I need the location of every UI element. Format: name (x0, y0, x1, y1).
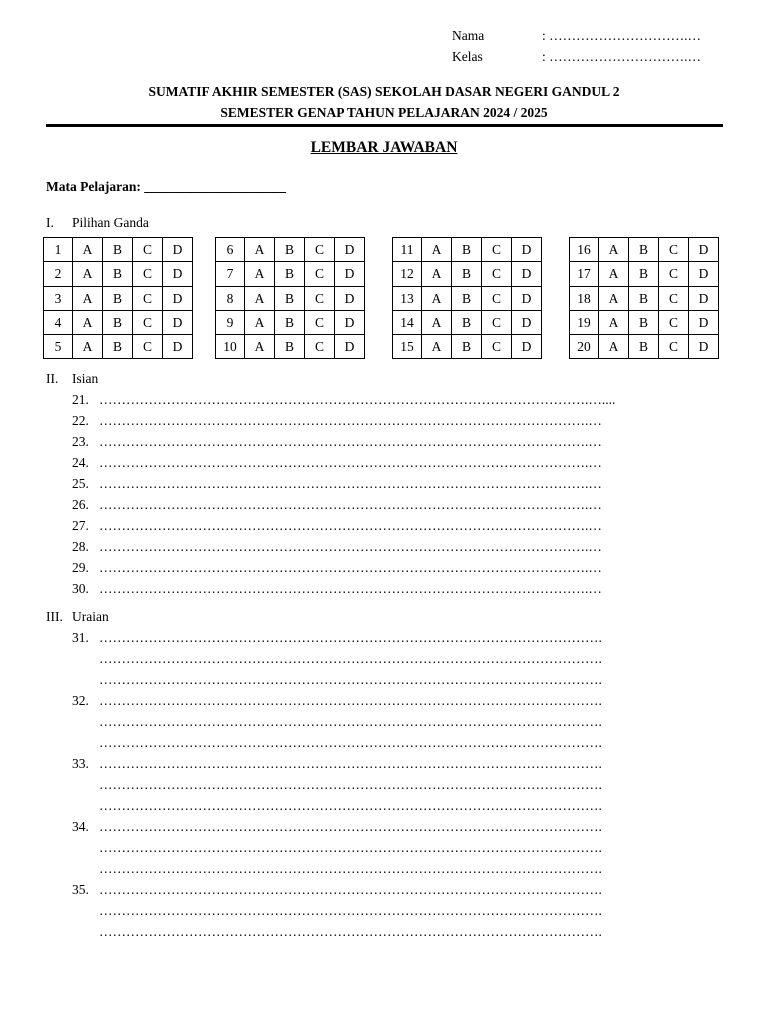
section2-roman: II. (46, 371, 59, 386)
uraian-answer-line[interactable]: …………………………………………………………………………………………………. (99, 903, 602, 918)
answer-option-c[interactable]: C (133, 310, 163, 334)
answer-option-a[interactable]: A (73, 262, 103, 286)
uraian-answer-line[interactable]: …………………………………………………………………………………………………. (99, 651, 602, 666)
answer-grid-4 (569, 237, 719, 359)
answer-option-a[interactable]: A (422, 335, 452, 359)
answer-option-a[interactable]: A (422, 262, 452, 286)
answer-option-c[interactable]: C (482, 262, 512, 286)
answer-grid-1 (43, 237, 193, 359)
answer-row (393, 286, 542, 310)
answer-option-b[interactable]: B (275, 310, 305, 334)
isian-answer-line[interactable]: ……………………………………………………………………………………………….… (99, 476, 602, 491)
answer-row (216, 262, 365, 286)
uraian-answer-line[interactable]: …………………………………………………………………………………………………. (99, 672, 602, 687)
answer-option-c[interactable]: C (482, 335, 512, 359)
uraian-answer-line[interactable]: …………………………………………………………………………………………………. (99, 756, 602, 771)
isian-number: 29. (72, 560, 89, 575)
answer-option-d[interactable]: D (689, 286, 719, 310)
answer-row (44, 262, 193, 286)
answer-option-c[interactable]: C (305, 310, 335, 334)
isian-number: 27. (72, 518, 89, 533)
section1-title: Pilihan Ganda (72, 215, 149, 230)
isian-answer-line[interactable]: ……………………………………………………………………………………………….… (99, 413, 602, 428)
uraian-answer-line[interactable]: …………………………………………………………………………………………………. (99, 693, 602, 708)
isian-answer-line[interactable]: ……………………………………………………………………………………………….… (99, 518, 602, 533)
question-number: 13 (393, 286, 422, 310)
header-divider (46, 124, 723, 127)
uraian-answer-line[interactable]: …………………………………………………………………………………………………. (99, 777, 602, 792)
answer-option-c[interactable]: C (133, 286, 163, 310)
answer-option-b[interactable]: B (103, 286, 133, 310)
answer-option-b[interactable]: B (452, 262, 482, 286)
answer-row (44, 238, 193, 262)
isian-number: 26. (72, 497, 89, 512)
isian-answer-line[interactable]: ……………………………………………………………………………………………….… (99, 539, 602, 554)
answer-option-c[interactable]: C (659, 286, 689, 310)
question-number: 4 (44, 310, 73, 334)
answer-row (570, 335, 719, 359)
isian-number: 21. (72, 392, 89, 407)
answer-option-c[interactable]: C (305, 238, 335, 262)
kelas-label: Kelas (452, 49, 483, 64)
answer-row (393, 238, 542, 262)
answer-option-b[interactable]: B (452, 335, 482, 359)
answer-option-a[interactable]: A (422, 238, 452, 262)
answer-option-c[interactable]: C (305, 262, 335, 286)
answer-option-d[interactable]: D (689, 310, 719, 334)
question-number: 15 (393, 335, 422, 359)
answer-option-d[interactable]: D (689, 262, 719, 286)
isian-answer-line[interactable]: ……………………………………………………………………………………………….… (99, 560, 602, 575)
answer-option-a[interactable]: A (599, 310, 629, 334)
uraian-number: 35. (72, 882, 89, 897)
isian-answer-line[interactable]: ……………………………………………………………………………………………….… (99, 455, 602, 470)
answer-option-a[interactable]: A (599, 238, 629, 262)
answer-option-a[interactable]: A (245, 262, 275, 286)
answer-option-c[interactable]: C (305, 286, 335, 310)
answer-option-d[interactable]: D (512, 286, 542, 310)
answer-option-b[interactable]: B (452, 286, 482, 310)
answer-option-c[interactable]: C (659, 238, 689, 262)
answer-option-b[interactable]: B (275, 262, 305, 286)
answer-option-c[interactable]: C (305, 335, 335, 359)
uraian-answer-line[interactable]: …………………………………………………………………………………………………. (99, 840, 602, 855)
nama-label: Nama (452, 28, 485, 43)
answer-option-a[interactable]: A (245, 238, 275, 262)
question-number: 20 (570, 335, 599, 359)
section3-title: Uraian (72, 609, 109, 624)
answer-option-d[interactable]: D (335, 335, 365, 359)
answer-option-d[interactable]: D (512, 310, 542, 334)
answer-option-a[interactable]: A (73, 238, 103, 262)
answer-option-b[interactable]: B (629, 310, 659, 334)
question-number: 10 (216, 335, 245, 359)
question-number: 7 (216, 262, 245, 286)
section2-title: Isian (72, 371, 99, 386)
answer-option-b[interactable]: B (275, 286, 305, 310)
answer-option-d[interactable]: D (335, 286, 365, 310)
answer-option-c[interactable]: C (133, 238, 163, 262)
question-number: 6 (216, 238, 245, 262)
isian-answer-line[interactable]: ……………………………………………………………………………………………….… (99, 497, 602, 512)
isian-number: 25. (72, 476, 89, 491)
answer-option-a[interactable]: A (245, 310, 275, 334)
question-number: 18 (570, 286, 599, 310)
answer-option-b[interactable]: B (452, 238, 482, 262)
question-number: 1 (44, 238, 73, 262)
answer-option-d[interactable]: D (163, 262, 193, 286)
answer-option-c[interactable]: C (659, 262, 689, 286)
answer-option-c[interactable]: C (482, 310, 512, 334)
question-number: 19 (570, 310, 599, 334)
answer-option-d[interactable]: D (335, 238, 365, 262)
answer-option-d[interactable]: D (512, 238, 542, 262)
answer-row (216, 335, 365, 359)
answer-row (44, 310, 193, 334)
answer-option-d[interactable]: D (335, 310, 365, 334)
uraian-answer-line[interactable]: …………………………………………………………………………………………………. (99, 924, 602, 939)
section3-roman: III. (46, 609, 63, 624)
uraian-answer-line[interactable]: …………………………………………………………………………………………………. (99, 630, 602, 645)
answer-option-d[interactable]: D (689, 335, 719, 359)
uraian-answer-line[interactable]: …………………………………………………………………………………………………. (99, 861, 602, 876)
answer-row (570, 262, 719, 286)
answer-option-d[interactable]: D (163, 286, 193, 310)
answer-option-a[interactable]: A (245, 335, 275, 359)
uraian-answer-line[interactable]: …………………………………………………………………………………………………. (99, 882, 602, 897)
answer-row (216, 286, 365, 310)
answer-option-d[interactable]: D (689, 238, 719, 262)
answer-option-b[interactable]: B (629, 335, 659, 359)
uraian-answer-line[interactable]: …………………………………………………………………………………………………. (99, 819, 602, 834)
question-number: 17 (570, 262, 599, 286)
answer-row (393, 310, 542, 334)
answer-row (393, 335, 542, 359)
answer-option-c[interactable]: C (659, 335, 689, 359)
answer-option-b[interactable]: B (103, 310, 133, 334)
uraian-answer-line[interactable]: …………………………………………………………………………………………………. (99, 714, 602, 729)
answer-option-d[interactable]: D (163, 335, 193, 359)
kelas-field[interactable]: : ………………………….… (542, 49, 702, 64)
question-number: 12 (393, 262, 422, 286)
answer-option-c[interactable]: C (482, 286, 512, 310)
uraian-number: 33. (72, 756, 89, 771)
answer-row (393, 262, 542, 286)
answer-option-a[interactable]: A (599, 262, 629, 286)
nama-field[interactable]: : ………………………….… (542, 28, 702, 43)
answer-row (216, 238, 365, 262)
answer-option-b[interactable]: B (629, 238, 659, 262)
exam-title-line2: SEMESTER GENAP TAHUN PELAJARAN 2024 / 2025 (220, 105, 548, 120)
answer-option-c[interactable]: C (659, 310, 689, 334)
question-number: 8 (216, 286, 245, 310)
isian-number: 23. (72, 434, 89, 449)
isian-number: 24. (72, 455, 89, 470)
page-title: LEMBAR JAWABAN (310, 139, 458, 156)
answer-option-a[interactable]: A (599, 286, 629, 310)
answer-row (570, 310, 719, 334)
question-number: 2 (44, 262, 73, 286)
answer-option-d[interactable]: D (335, 262, 365, 286)
answer-option-b[interactable]: B (275, 238, 305, 262)
question-number: 16 (570, 238, 599, 262)
answer-row (570, 286, 719, 310)
isian-answer-line[interactable]: ……………………………………………………………………………………………….… (99, 434, 602, 449)
isian-number: 30. (72, 581, 89, 596)
answer-option-c[interactable]: C (482, 238, 512, 262)
isian-answer-line[interactable]: ……………………………………………………………………………………………….….... (99, 392, 616, 407)
isian-number: 28. (72, 539, 89, 554)
answer-option-a[interactable]: A (422, 286, 452, 310)
answer-option-a[interactable]: A (599, 335, 629, 359)
answer-option-b[interactable]: B (103, 238, 133, 262)
answer-option-b[interactable]: B (629, 262, 659, 286)
answer-option-d[interactable]: D (512, 335, 542, 359)
answer-option-b[interactable]: B (275, 335, 305, 359)
answer-option-b[interactable]: B (103, 262, 133, 286)
question-number: 11 (393, 238, 422, 262)
uraian-number: 31. (72, 630, 89, 645)
answer-option-b[interactable]: B (629, 286, 659, 310)
answer-option-d[interactable]: D (512, 262, 542, 286)
answer-row (44, 335, 193, 359)
uraian-number: 34. (72, 819, 89, 834)
isian-number: 22. (72, 413, 89, 428)
answer-option-a[interactable]: A (245, 286, 275, 310)
uraian-number: 32. (72, 693, 89, 708)
answer-option-a[interactable]: A (73, 286, 103, 310)
answer-row (44, 286, 193, 310)
answer-grid-3 (392, 237, 542, 359)
question-number: 3 (44, 286, 73, 310)
answer-option-a[interactable]: A (73, 310, 103, 334)
question-number: 14 (393, 310, 422, 334)
exam-title-line1: SUMATIF AKHIR SEMESTER (SAS) SEKOLAH DASAR NEGERI GANDUL 2 (148, 84, 620, 99)
answer-option-c[interactable]: C (133, 335, 163, 359)
answer-option-c[interactable]: C (133, 262, 163, 286)
section1-roman: I. (46, 215, 54, 230)
answer-option-b[interactable]: B (103, 335, 133, 359)
isian-answer-line[interactable]: ……………………………………………………………………………………………….… (99, 581, 602, 596)
answer-row (570, 238, 719, 262)
answer-option-a[interactable]: A (422, 310, 452, 334)
answer-option-d[interactable]: D (163, 310, 193, 334)
subject-field[interactable]: Mata Pelajaran: _____________________ (46, 179, 286, 194)
uraian-answer-line[interactable]: …………………………………………………………………………………………………. (99, 735, 602, 750)
answer-option-b[interactable]: B (452, 310, 482, 334)
question-number: 5 (44, 335, 73, 359)
question-number: 9 (216, 310, 245, 334)
uraian-answer-line[interactable]: …………………………………………………………………………………………………. (99, 798, 602, 813)
answer-option-a[interactable]: A (73, 335, 103, 359)
answer-grid-2 (215, 237, 365, 359)
answer-row (216, 310, 365, 334)
answer-option-d[interactable]: D (163, 238, 193, 262)
